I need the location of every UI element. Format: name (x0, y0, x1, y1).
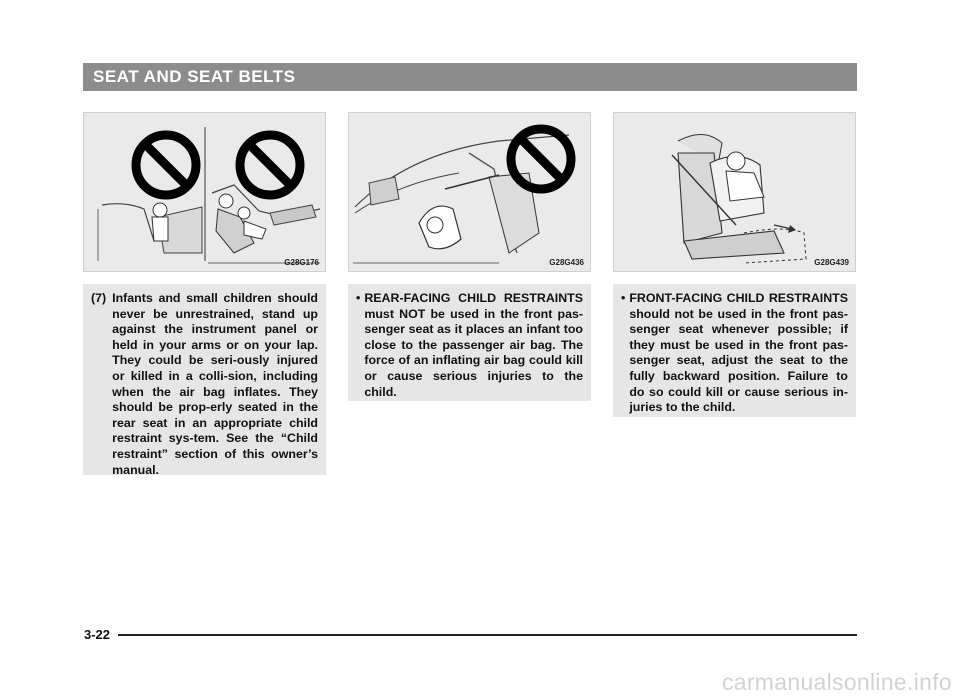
prohibition-icon (84, 113, 326, 272)
section-header-bar (83, 63, 857, 91)
warning-note-rear-facing (348, 284, 591, 401)
warning-note-infants (83, 284, 326, 475)
footer-rule (118, 634, 857, 636)
figure-front-facing-restraint (613, 112, 856, 272)
note-text: Infants and small children should never be unrestrained, stand up against the instrument panel or held in your arms or on your lap. They could be seri-ously injured or killed in a colli-sion, including when the air bag inflates. They should be prop-erly seated in the rear seat in an appropriate child restraint sys-tem. See the “Child restraint” section of this owner’s manual. (112, 291, 318, 477)
prohibition-icon (349, 113, 591, 272)
note-item (356, 291, 583, 400)
bullet: • (356, 291, 361, 305)
note-text: FRONT-FACING CHILD RESTRAINTS should not be used in the front pas-senger seat whenever possible; if they must be used in the front pas-senger seat, adjust the seat to the fully backward position. Failure to do so could kill or cause serious in-juries to the child. (629, 291, 848, 415)
figure-code: G28G439 (814, 258, 849, 267)
page-number: 3-22 (84, 627, 111, 642)
note-item (621, 291, 848, 416)
figure-code: G28G436 (549, 258, 584, 267)
figure-rear-facing-restraint (348, 112, 591, 272)
watermark: carmanualsonline.info (721, 669, 952, 695)
section-title: SEAT AND SEAT BELTS (93, 67, 296, 86)
item-number: (7) (91, 291, 107, 305)
bullet: • (621, 291, 626, 305)
illustration-front-facing-seat (614, 113, 856, 272)
warning-note-front-facing (613, 284, 856, 417)
figure-code: G28G176 (284, 258, 319, 267)
note-text: REAR-FACING CHILD RESTRAINTS must NOT be used in the front pas-senger seat as it places an infant too close to the passenger air bag. The force of an inflating air bag could kill or cause serious injuries to the child. (364, 291, 583, 399)
note-item (91, 291, 318, 478)
figure-infant-unrestrained (83, 112, 326, 272)
